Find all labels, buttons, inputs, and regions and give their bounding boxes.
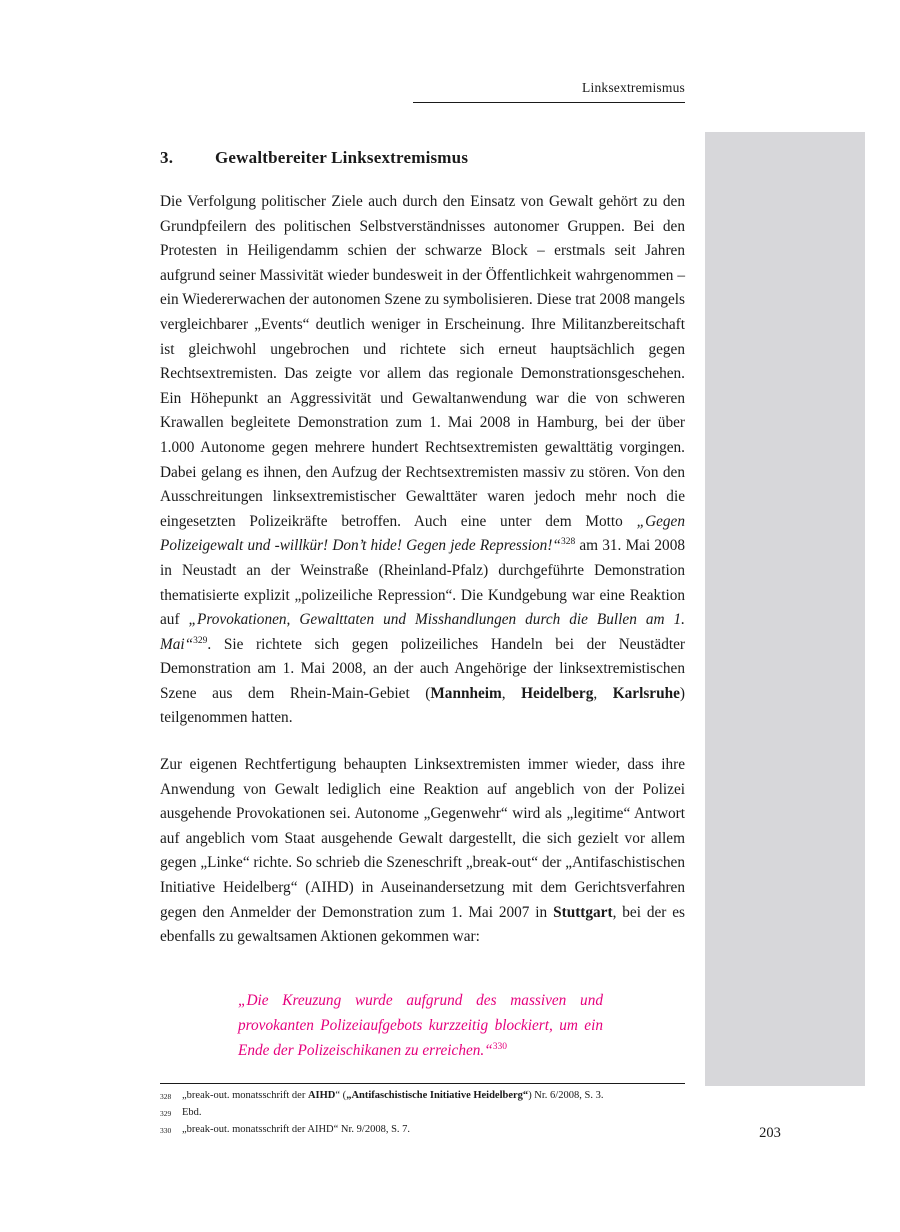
footnote-marker: 329	[193, 635, 208, 646]
footnote-item	[160, 1088, 685, 1105]
paragraph-1: Die Verfolgung politischer Ziele auch durch den Einsatz von Gewalt gehört zu den Grundpfeilern des politischen Selbstverständnisses autonomer Gruppen. Bei den Protesten in Heiligendamm schien der schwarze Block – erstmals seit Jahren aufgrund seiner Massivität wieder bundesweit in der Öffentlichkeit wahrgenommen – ein Wiedererwachen der autonomen Szene zu symbolisieren. Diese trat 2008 mangels vergleichbarer „Events“ deutlich weniger in Erscheinung. Ihre Militanzbereitschaft ist gleichwohl ungebrochen und richtete sich erneut hauptsächlich gegen Rechtsextremisten. Das zeigte vor allem das regionale Demonstrationsgeschehen. Ein Höhepunkt an Aggressivität und Gewaltanwendung war die von schweren Krawallen begleitete Demonstration zum 1. Mai 2008 in Hamburg, bei der über 1.000 Autonome gegen mehrere hundert Rechtsextremisten gewalttätig vorgingen. Dabei gelang es ihnen, den Aufzug der Rechtsextremisten massiv zu stören. Von den Ausschreitungen linksextremistischer Gewalttäter waren jedoch mehr noch die eingesetzten Polizeikräfte betroffen. Auch eine unter dem Motto „Gegen Polizeigewalt und -willkür! Don’t hide! Gegen jede Repression!“$^{328}$ am 31. Mai 2008 in Neustadt an der Weinstraße (Rheinland-Pfalz) durchgeführte Demonstration thematisierte explizit „polizeiliche Repression“. Die Kundgebung war eine Reaktion auf „Provokationen, Gewalttaten und Misshandlungen durch die Bullen am 1. Mai“$^{329}$. Sie richtete sich gegen polizeiliches Handeln bei der Neustädter Demonstration am 1. Mai 2008, an der auch Angehörige der linksextremistischen Szene aus dem Rhein-Main-Gebiet (Mannheim, Heidelberg, Karlsruhe) teilgenommen hatten.	[160, 193, 686, 727]
pull-quote	[238, 988, 603, 1063]
pull-quote-footnote-marker: 330	[492, 1041, 507, 1052]
footnote-number: 329	[160, 1109, 172, 1118]
paragraph-2: Zur eigenen Rechtfertigung behaupten Linksextremisten immer wieder, dass ihre Anwendung von Gewalt lediglich eine Reaktion auf angeblich von der Polizei ausgehende Provokationen sei. Autonome „Gegenwehr“ wird als „legitime“ Antwort auf angeblich vom Staat ausgehende Gewalt dargestellt, die sich gezielt vor allem gegen „Linke“ richte. So schrieb die Szeneschrift „break-out“ der „Antifaschistischen Initiative Heidelberg“ (AIHD) in Auseinandersetzung mit dem Gerichtsverfahren gegen den Anmelder der Demonstration zum 1. Mai 2007 in Stuttgart, bei der es ebenfalls zu gewaltsamen Aktionen gekommen war:	[160, 756, 685, 946]
footnote-number: 328	[160, 1092, 172, 1101]
section-title: Gewaltbereiter Linksextremismus	[215, 148, 469, 167]
footnote-text: Ebd.	[182, 1107, 202, 1118]
footnote-marker: 328	[560, 537, 576, 548]
pull-quote-text: „Die Kreuzung wurde aufgrund des massiven und provokanten Polizeiaufgebots kurzzeitig blockiert, um ein Ende der Polizeischikanen zu erreichen.“	[238, 992, 603, 1059]
footnote-text: „break-out. monatsschrift der AIHD“ („Antifaschistische Initiative Heidelberg“) Nr. 6/2008, S. 3.	[182, 1090, 604, 1101]
footnote-item	[160, 1105, 685, 1122]
footnote-text: „break-out. monatsschrift der AIHD“ Nr. 9/2008, S. 7.	[182, 1124, 411, 1135]
chapter-side-tab	[705, 132, 865, 1086]
footnote-separator	[160, 1083, 685, 1084]
section-heading	[160, 148, 685, 168]
page-number: 203	[759, 1125, 781, 1141]
footnote-list	[160, 1088, 685, 1139]
running-head-rule	[413, 102, 685, 103]
footnote-item	[160, 1122, 685, 1139]
section-number: 3.	[160, 148, 174, 167]
footnote-number: 330	[160, 1126, 172, 1135]
body-text-column	[160, 190, 685, 950]
running-head: Linksextremismus	[582, 80, 685, 95]
